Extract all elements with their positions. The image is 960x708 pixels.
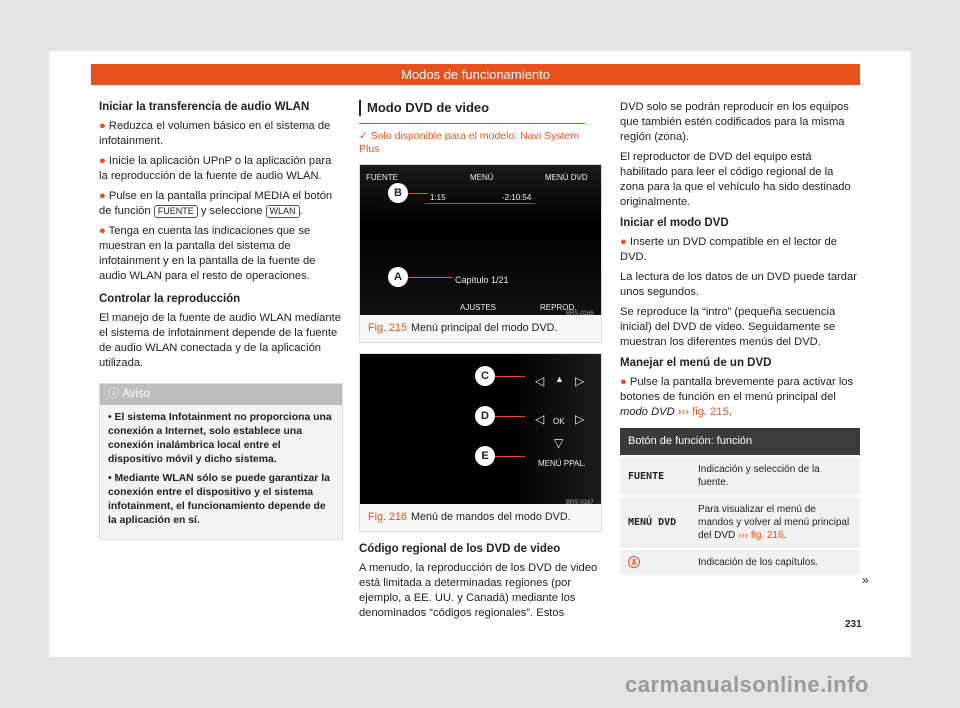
screen-chapter-label: Capítulo 1/21 <box>455 275 509 285</box>
link-arrow-icon: ››› <box>738 530 749 541</box>
paragraph: El reproductor de DVD del equipo está habilitado para leer el código regional de la zona para la que el vehículo ha sido destinado originalmente. <box>620 151 851 208</box>
heading-start-wlan: Iniciar la transferencia de audio WLAN <box>99 101 310 113</box>
notice-text: El sistema Infotainment no proporciona una conexión a Internet, solo establece una conexión inalámbrica local entre el dispositivo móvil y dicho sistema. <box>108 412 332 465</box>
notice-body <box>100 405 342 539</box>
callout-b: B <box>388 183 408 203</box>
callout-letter-a: A <box>628 556 640 568</box>
list-item-text: y seleccione <box>200 205 263 217</box>
list-item-text: Tenga en cuenta las indicaciones que se muestran en la pantalla del sistema de infotainment y en la pantalla de la fuente de audio WLAN para el resto de operaciones. <box>99 225 316 282</box>
list-item <box>99 224 343 284</box>
paragraph: A menudo, la reproducción de los DVD de video está limitada a determinadas regiones (por ejemplo, a EE. UU. y Canadá) mediante los denominados “códigos regionales”. Estos <box>359 562 598 619</box>
bullet-icon: ● <box>99 155 109 167</box>
link-arrow-icon: ››› <box>677 406 690 418</box>
list-item-text: Inserte un DVD compatible en el lector de DVD. <box>620 236 837 263</box>
caption-text: Menú principal del modo DVD. <box>411 322 558 334</box>
heading-region-code: Código regional de los DVD de video <box>359 543 561 555</box>
notice-box <box>99 383 343 540</box>
list-item-text: Inicie la aplicación UPnP o la aplicación para la reproducción de la fuente de audio WLAN. <box>99 155 332 182</box>
list-item-text: Pulse la pantalla brevemente para activar los botones de función en el menú principal del <box>620 376 854 403</box>
heading-start-dvd: Iniciar el modo DVD <box>620 217 729 229</box>
table-cell-key: FUENTE <box>620 456 690 496</box>
table-cell-value: Para visualizar el menú de mandos y volver al menú principal del DVD ››› fig. 216. <box>690 496 860 549</box>
paragraph: La lectura de los datos de un DVD puede tardar unos segundos. <box>620 271 857 298</box>
figure-number: Fig. 216 <box>368 511 408 523</box>
callout-a-line <box>408 277 453 278</box>
screen-label-menu-dvd: MENÚ DVD <box>545 173 588 182</box>
bullet-icon: ● <box>99 190 109 202</box>
screen-label-menu: MENÚ <box>470 173 494 182</box>
availability-note <box>359 130 602 156</box>
heading-control-playback: Controlar la reproducción <box>99 293 241 305</box>
list-item <box>99 119 343 149</box>
screen-left-arrow-icon: ◁ <box>535 374 545 388</box>
table-row <box>620 549 860 575</box>
screen-time-elapsed: 1:15 <box>430 193 446 202</box>
info-icon: ⓘ <box>108 388 123 400</box>
emphasis-text: modo DVD <box>620 406 675 418</box>
figure-reference-link[interactable]: fig. 215 <box>692 406 729 418</box>
screen-left-arrow-icon: ◁ <box>535 412 545 426</box>
figure-caption <box>360 504 601 531</box>
figure-215 <box>359 164 602 343</box>
list-item <box>99 154 343 184</box>
figure-code: BRS-0167 <box>566 500 594 506</box>
list-item-text: Pulse en la pantalla principal MEDIA el botón de función <box>99 190 333 217</box>
table-row <box>620 496 860 549</box>
table-row <box>620 456 860 496</box>
progress-track <box>425 203 535 204</box>
callout-c: C <box>475 366 495 386</box>
figure-number: Fig. 215 <box>368 322 408 334</box>
screen-label-menu-ppal: MENÚ PPAL. <box>538 459 586 468</box>
key-fuente: FUENTE <box>154 205 198 218</box>
screen-down-arrow-icon: ▽ <box>554 436 564 450</box>
notice-item: • El sistema Infotainment no proporciona una conexión a Internet, solo establece una conexión inalámbrica local entre el dispositivo móvil y dicho sistema. <box>108 412 332 465</box>
list-item: ● Pulse la pantalla brevemente para activar los botones de función en el menú principal del modo DVD ››› fig. 215. <box>620 376 854 418</box>
paragraph: Se reproduce la “intro” (pequeña secuencia inicial) del DVD de video. Seguidamente se muestran los diferentes menús del DVD. <box>620 306 836 348</box>
page-number: 231 <box>845 619 862 630</box>
list-item <box>620 235 860 265</box>
screen-up-arrow-icon: ▲ <box>555 374 564 384</box>
checkmark-icon: ✓ <box>359 130 371 142</box>
screen-right-arrow-icon: ▷ <box>575 374 585 388</box>
callout-e-line <box>495 456 525 457</box>
notice-item: • Mediante WLAN sólo se puede garantizar la conexión entre el dispositivo y el sistema infotainment, el funcionamiento depende de la aplicación en sí. <box>108 473 330 526</box>
callout-d: D <box>475 406 495 426</box>
function-button-table <box>620 428 860 575</box>
notice-title: Aviso <box>122 388 150 400</box>
dvd-main-menu-screenshot <box>360 165 601 315</box>
bullet-icon: ● <box>620 236 630 248</box>
figure-216 <box>359 353 602 532</box>
bullet-icon: ● <box>99 120 109 132</box>
table-header: Botón de función: función <box>620 428 860 456</box>
callout-e: E <box>475 446 495 466</box>
paragraph: DVD solo se podrán reproducir en los equipos que también estén codificados para la misma región (zona). <box>620 101 849 143</box>
callout-d-line <box>495 416 525 417</box>
figure-reference-link[interactable]: fig. 216 <box>750 530 784 541</box>
watermark: carmanualsonline.info <box>625 672 869 697</box>
bullet-icon: ● <box>99 225 109 237</box>
screen-label-reprod: REPROD. <box>540 303 577 312</box>
section-divider <box>359 123 585 124</box>
table-cell-key <box>620 549 690 575</box>
screen-right-arrow-icon: ▷ <box>575 412 585 426</box>
notice-header <box>100 384 342 405</box>
notice-text: Mediante WLAN sólo se puede garantizar la conexión entre el dispositivo y el sistema infotainment, el funcionamiento depende de la aplicación en sí. <box>108 473 330 526</box>
list-item: ● Pulse en la pantalla principal MEDIA el botón de función FUENTE y seleccione WLAN . <box>99 190 333 217</box>
chapter-header: Modos de funcionamiento <box>91 64 860 85</box>
paragraph: El manejo de la fuente de audio WLAN mediante el sistema de infotainment depende de la fuente de audio WLAN conectada y de la aplicación utilizada. <box>99 312 341 369</box>
list-item-text: Reduzca el volumen básico en el sistema de infotainment. <box>99 120 331 147</box>
table-cell-value: Indicación y selección de la fuente. <box>690 456 860 496</box>
screen-ok-label: OK <box>553 417 565 426</box>
availability-text: Solo disponible para el modelo: Navi System Plus <box>359 130 580 155</box>
callout-c-line <box>495 376 525 377</box>
section-title: Modo DVD de video <box>359 100 602 116</box>
figure-caption <box>360 315 601 342</box>
screen-label-fuente: FUENTE <box>366 173 398 182</box>
continue-arrow-icon: » <box>862 573 869 587</box>
column-left <box>99 100 343 540</box>
caption-text: Menú de mandos del modo DVD. <box>411 511 571 523</box>
dvd-controls-screenshot <box>360 354 601 504</box>
column-right <box>620 100 860 575</box>
screen-label-ajustes: AJUSTES <box>460 303 497 312</box>
heading-dvd-menu: Manejar el menú de un DVD <box>620 357 772 369</box>
callout-b-line <box>408 193 428 194</box>
table-cell-value: Indicación de los capítulos. <box>690 549 860 575</box>
bullet-icon: ● <box>620 376 630 388</box>
screen-time-remaining: -2:10:54 <box>502 193 532 202</box>
table-cell-key: MENÚ DVD <box>620 496 690 549</box>
column-middle <box>359 100 602 626</box>
cell-text: Para visualizar el menú de mandos y volver al menú principal del DVD <box>698 504 850 541</box>
callout-a: A <box>388 267 408 287</box>
figure-code: BRS-0166 <box>566 311 594 317</box>
key-wlan: WLAN <box>266 205 300 218</box>
